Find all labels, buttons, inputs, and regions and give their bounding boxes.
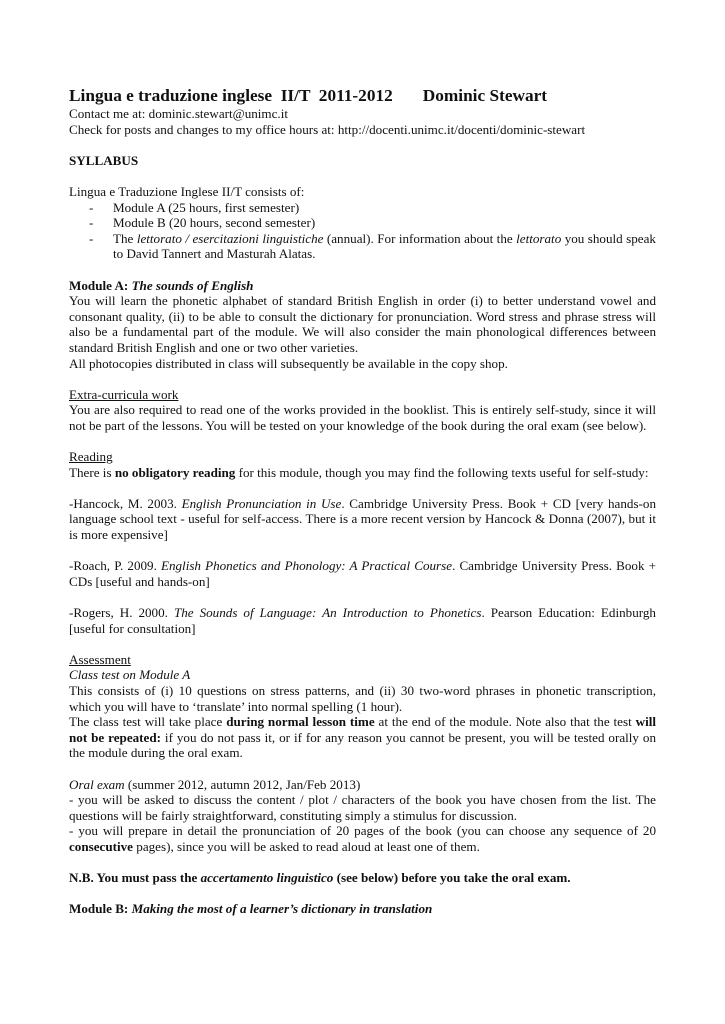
- note-italic: accertamento linguistico: [200, 870, 334, 886]
- syllabus-intro: Lingua e Traduzione Inglese II/T consists of:: [69, 183, 305, 199]
- reading-heading: Reading: [69, 449, 113, 465]
- contact-line: [69, 106, 656, 122]
- reference-rest: . Pearson Education: Edinburgh [useful for consultation]: [69, 605, 656, 636]
- schedule-mid: at the end of the module. Note also that the test: [374, 714, 636, 730]
- reference-roach: [69, 558, 656, 589]
- reference-title: English Phonetics and Phonology: A Practical Course: [160, 558, 453, 574]
- reading-bold: no obligatory reading: [114, 464, 236, 480]
- assessment-heading: Assessment: [69, 651, 131, 667]
- reading-pre: There is: [69, 464, 115, 480]
- note-post: (see below) before you take the oral exam.: [333, 870, 571, 886]
- list-item-lettorato: [113, 231, 656, 262]
- list-item-module-b: - Module B (20 hours, second semester): [113, 215, 656, 231]
- reference-author: -Hancock, M. 2003.: [69, 495, 182, 511]
- list-item-module-a: - Module A (25 hours, first semester): [113, 200, 656, 216]
- oral-exam-point-1: - you will be asked to discuss the content / plot / characters of the book you have chosen from the list. The questions will be fairly straightforward, constituting simply a stimulus for discussion.: [69, 792, 656, 823]
- note-pre: N.B. You must pass the: [69, 870, 201, 886]
- reading-post: for this module, though you may find the following texts useful for self-study:: [235, 464, 649, 480]
- module-a-title: The sounds of English: [131, 277, 254, 293]
- syllabus-heading: SYLLABUS: [69, 152, 139, 168]
- office-hours-label: Check for posts and changes to my office hours at:: [69, 121, 338, 137]
- office-hours-link[interactable]: http://docenti.unimc.it/docenti/dominic-stewart: [337, 121, 586, 137]
- course-title: Lingua e traduzione inglese II/T 2011-2012: [69, 86, 393, 105]
- lettorato-italic: lettorato / esercitazioni linguistiche: [136, 230, 324, 246]
- reference-title: The Sounds of Language: An Introduction to Phonetics: [173, 605, 482, 620]
- module-b-label: Module B:: [69, 901, 132, 917]
- author-name: Dominic Stewart: [422, 86, 548, 105]
- reference-author: -Roach, P. 2009.: [69, 558, 161, 574]
- class-test-schedule: [69, 714, 656, 761]
- oral-exam-label: Oral exam: [69, 776, 125, 792]
- module-b-title: Making the most of a learner’s dictionary in translation: [131, 901, 433, 917]
- contact-email[interactable]: dominic.stewart@unimc.it: [148, 106, 288, 121]
- class-test-heading: [69, 667, 656, 683]
- module-a-photocopies: All photocopies distributed in class will subsequently be available in the copy shop.: [69, 355, 508, 371]
- schedule-bold-2: will not be repeated:: [69, 714, 656, 745]
- reference-rogers: [69, 605, 656, 636]
- oral-point-2-bold: consecutive: [69, 838, 133, 854]
- reference-rest: . Cambridge University Press. Book + CD [very hands-on language school text - useful for self-access. There is a more recent version by Hancock & Donna (2007), but it is more expensive]: [69, 495, 656, 543]
- document-title: [69, 86, 656, 106]
- class-test-text: This consists of (i) 10 questions on stress patterns, and (ii) 30 two-word phrases in phonetic transcription, which you will have to ‘translate’ into normal spelling (1 hour).: [69, 682, 656, 714]
- lettorato-mid: (annual). For information about the: [323, 230, 517, 246]
- lettorato-italic-2: lettorato: [516, 230, 562, 246]
- reference-rest: . Cambridge University Press. Book + CDs [useful and hands-on]: [69, 558, 656, 589]
- oral-exam-heading: [69, 777, 656, 793]
- module-list: [69, 200, 656, 262]
- extra-curricula-heading: Extra-curricula work: [69, 386, 179, 402]
- module-a-heading: [69, 278, 656, 294]
- schedule-post: if you do not pass it, or if for any reason you cannot be present, you will be tested orally on the module during the oral exam.: [69, 729, 656, 761]
- extra-curricula-text: You are also required to read one of the works provided in the booklist. This is entirely self-study, since it will not be part of the lessons. You will be tested on your knowledge of the book during the oral exam (see below).: [69, 402, 656, 433]
- lettorato-post: you should speak to David Tannert and Masturah Alatas.: [113, 230, 656, 262]
- lettorato-pre: The: [113, 230, 137, 246]
- reference-author: -Rogers, H. 2000.: [69, 605, 174, 620]
- contact-label: Contact me at:: [69, 106, 149, 121]
- oral-point-2-pre: - you will prepare in detail the pronunciation of 20 pages of the book (you can choose any sequence of 20: [69, 823, 656, 839]
- oral-exam-dates: (summer 2012, autumn 2012, Jan/Feb 2013): [124, 776, 361, 792]
- syllabus-document: [69, 86, 656, 917]
- class-test-heading-text: Class test on Module A: [69, 667, 191, 683]
- office-hours-line: [69, 122, 656, 138]
- reading-intro: [69, 465, 656, 481]
- module-a-label: Module A:: [69, 277, 132, 293]
- nb-note: [69, 870, 656, 886]
- schedule-bold: during normal lesson time: [226, 714, 375, 730]
- oral-exam-point-2: [69, 823, 656, 854]
- module-b-heading: [69, 901, 656, 917]
- reference-title: English Pronunciation in Use: [181, 495, 342, 511]
- module-a-description: You will learn the phonetic alphabet of standard British English in order (i) to better understand vowel and consonant quality, (ii) to be able to consult the dictionary for pronunciation. Word stress and phrase stress will also be a fundamental part of the module. We will also consider the main phonological differences between standard British English and one or two other varieties.: [69, 293, 656, 355]
- schedule-pre: The class test will take place: [69, 714, 227, 730]
- reference-hancock: [69, 496, 656, 543]
- oral-point-2-post: pages), since you will be asked to read aloud at least one of them.: [133, 838, 480, 854]
